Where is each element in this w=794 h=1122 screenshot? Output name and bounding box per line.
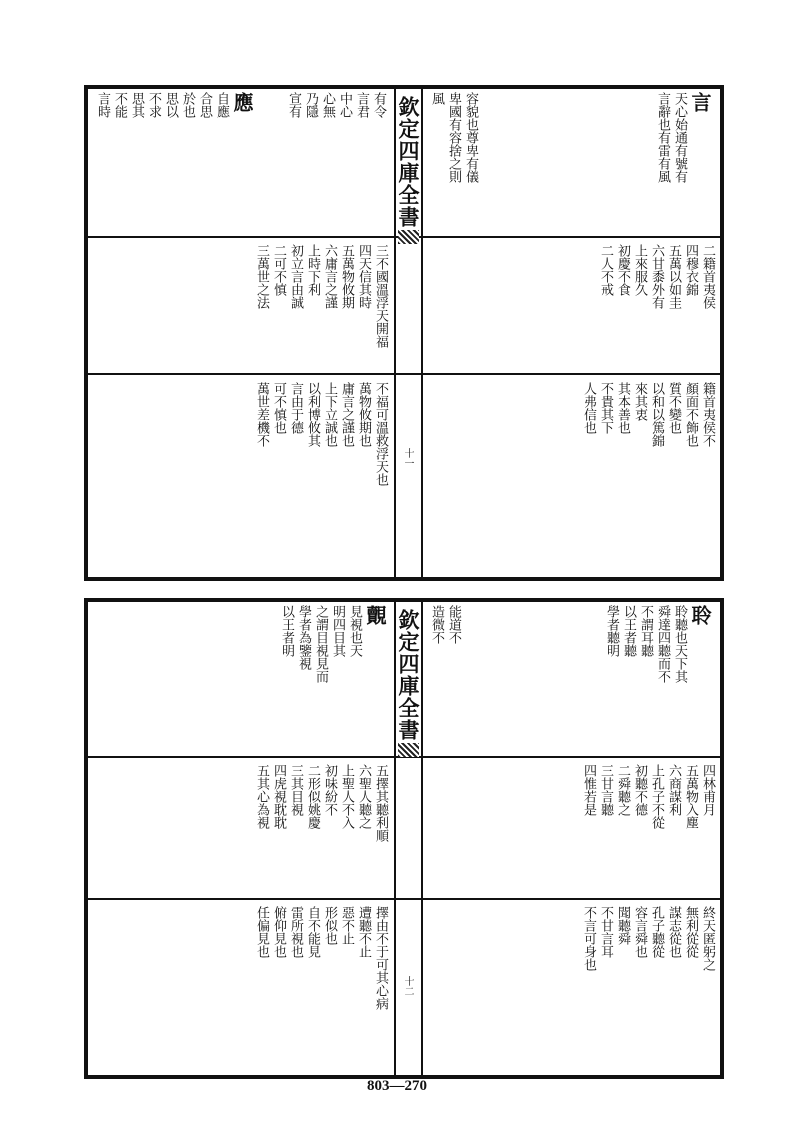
- text-column: 造微不: [429, 605, 444, 644]
- commentary-column: 終天匿躬之: [700, 906, 715, 971]
- hexagram-title: 言: [688, 92, 712, 115]
- text-column: 之謂目視見而: [313, 605, 328, 683]
- text-column: 中心: [337, 92, 352, 118]
- commentary-column: 其本善也: [615, 382, 630, 434]
- commentary-column: 籍首夷侯不: [700, 382, 715, 447]
- right-mid-text: [254, 764, 388, 842]
- left-bot-text: [581, 906, 715, 971]
- line-column: 四穆衣錦: [683, 244, 698, 296]
- line-column: 五擇其聽利順: [373, 764, 388, 842]
- text-column: 思以: [163, 92, 178, 118]
- line-column: 三萬世之法: [254, 244, 269, 309]
- right-mid-text: [254, 244, 388, 348]
- commentary-column: 容言舜也: [632, 906, 647, 958]
- commentary-column: 人弗信也: [581, 382, 596, 434]
- text-column: 聆聽也天下其: [672, 605, 687, 683]
- line-column: 五萬物攸期: [339, 244, 354, 309]
- text-column: 以王者明: [279, 605, 294, 657]
- hexagram-title: 聆: [688, 605, 712, 628]
- text-column: 容貌也尊卑有儀: [463, 92, 478, 183]
- text-column: 心無: [320, 92, 335, 118]
- commentary-column: 以利博攸其: [305, 382, 320, 447]
- right-bot-text: [254, 906, 388, 1010]
- text-column: 於也: [180, 92, 195, 118]
- left-half-top: [419, 88, 721, 578]
- line-column: 六庸言之謹: [322, 244, 337, 309]
- commentary-column: 上下立誠也: [322, 382, 337, 447]
- right-top-text-2: [95, 92, 253, 118]
- commentary-column: 形似也: [322, 906, 337, 945]
- commentary-column: 顏面不飾也: [683, 382, 698, 447]
- book-title: 欽定四庫全書: [396, 96, 421, 228]
- page-footer-number: 803—270: [367, 1078, 427, 1094]
- fishtail-mark: [398, 230, 419, 244]
- line-column: 三不國溫浮天開福: [373, 244, 388, 348]
- line-column: 四天信其時: [356, 244, 371, 309]
- line-column: 三甘言聽: [598, 764, 613, 816]
- commentary-column: 不言可身也: [581, 906, 596, 971]
- right-half-top: [87, 88, 394, 578]
- commentary-column: 孔子聽從: [649, 906, 664, 958]
- commentary-column: 質不變也: [666, 382, 681, 434]
- right-top-text: [279, 605, 386, 683]
- commentary-column: 可不慎也: [271, 382, 286, 434]
- text-column: 能道不: [446, 605, 461, 644]
- text-column: 明四目其: [330, 605, 345, 657]
- left-bot-text: [581, 382, 715, 447]
- line-column: 二人不戒: [598, 244, 613, 296]
- commentary-column: 言由于德: [288, 382, 303, 434]
- text-column: 言辭也有雷有風: [655, 92, 670, 183]
- line-column: 初立言由誠: [288, 244, 303, 309]
- commentary-column: 謀志從也: [666, 906, 681, 958]
- text-column: 不求: [146, 92, 161, 118]
- line-column: 六商謀利: [666, 764, 681, 816]
- text-column: 言君: [354, 92, 369, 118]
- commentary-column: 不福可溫救浮天也: [373, 382, 388, 486]
- line-column: 五萬物入塵: [683, 764, 698, 829]
- line-column: 初味紛不: [322, 764, 337, 816]
- line-column: 四虎視耽耽: [271, 764, 286, 829]
- left-mid-text: [581, 764, 715, 829]
- commentary-column: 俯仰見也: [271, 906, 286, 958]
- line-column: 上時下利: [305, 244, 320, 296]
- hexagram-title: 覿: [363, 605, 387, 628]
- right-half-bottom: [87, 601, 394, 1076]
- line-column: 六甘黍外有: [649, 244, 664, 309]
- text-column: 有令: [371, 92, 386, 118]
- hexagram-title: 應: [230, 92, 254, 115]
- right-top-text: [286, 92, 386, 118]
- line-column: 四惟若是: [581, 764, 596, 816]
- text-column: 合思: [197, 92, 212, 118]
- commentary-column: 不甘言耳: [598, 906, 613, 958]
- commentary-column: 庸言之謹也: [339, 382, 354, 447]
- left-mid-text: [598, 244, 715, 309]
- line-column: 上聖人不入: [339, 764, 354, 829]
- page-number: 十二: [402, 976, 413, 996]
- right-bot-text: [254, 382, 388, 486]
- text-column: 天心始通有號有: [672, 92, 687, 183]
- fishtail-mark: [398, 743, 419, 757]
- text-column: 思其: [129, 92, 144, 118]
- commentary-column: 不貴其下: [598, 382, 613, 434]
- page-number: 十一: [402, 448, 413, 468]
- commentary-column: 來其衷: [632, 382, 647, 421]
- top-sheet: [84, 85, 724, 581]
- commentary-column: 萬物攸期也: [356, 382, 371, 447]
- book-title: 欽定四庫全書: [396, 609, 421, 741]
- commentary-column: 擇由不于可其心病: [373, 906, 388, 1010]
- commentary-column: 任偏見也: [254, 906, 269, 958]
- line-column: 三其目視: [288, 764, 303, 816]
- text-column: 見視也天: [347, 605, 362, 657]
- line-column: 二可不慎: [271, 244, 286, 296]
- line-column: 五萬以如圭: [666, 244, 681, 309]
- line-column: 上孔子不從: [649, 764, 664, 829]
- text-column: 乃隱: [303, 92, 318, 118]
- commentary-column: 無利從從: [683, 906, 698, 958]
- bottom-sheet: [84, 598, 724, 1079]
- text-column: 舜達四聽而不: [655, 605, 670, 683]
- commentary-column: 萬世差機不: [254, 382, 269, 447]
- commentary-column: 自不能見: [305, 906, 320, 958]
- line-column: 六聖人聽之: [356, 764, 371, 829]
- line-column: 初聽不德: [632, 764, 647, 816]
- text-column: 學者聽明: [604, 605, 619, 657]
- text-column: 風: [429, 92, 444, 105]
- line-column: 二形似姚慶: [305, 764, 320, 829]
- text-column: 卑國有容捨之則: [446, 92, 461, 183]
- commentary-column: 以和以篤錦: [649, 382, 664, 447]
- left-top-text: [655, 92, 711, 183]
- text-column: 言時: [95, 92, 110, 118]
- commentary-column: 聞聽舜: [615, 906, 630, 945]
- text-column: 學者為鑒視: [296, 605, 311, 670]
- line-column: 二舜聽之: [615, 764, 630, 816]
- text-column: 宣有: [286, 92, 301, 118]
- line-column: 四林甫月: [700, 764, 715, 816]
- left-top-text-2: [429, 92, 478, 183]
- text-column: 不能: [112, 92, 127, 118]
- commentary-column: 遭聽不止: [356, 906, 371, 958]
- text-column: 以王者聽: [621, 605, 636, 657]
- line-column: 五其心為視: [254, 764, 269, 829]
- commentary-column: 惡不止: [339, 906, 354, 945]
- line-column: 二籍首夷侯: [700, 244, 715, 309]
- left-top-text-2: [429, 605, 461, 644]
- left-top-text: [604, 605, 711, 683]
- left-half-bottom: [419, 601, 721, 1076]
- line-column: 上來服久: [632, 244, 647, 296]
- commentary-column: 雷所視也: [288, 906, 303, 958]
- line-column: 初慶不食: [615, 244, 630, 296]
- text-column: 不謂耳聽: [638, 605, 653, 657]
- text-column: 自應: [214, 92, 229, 118]
